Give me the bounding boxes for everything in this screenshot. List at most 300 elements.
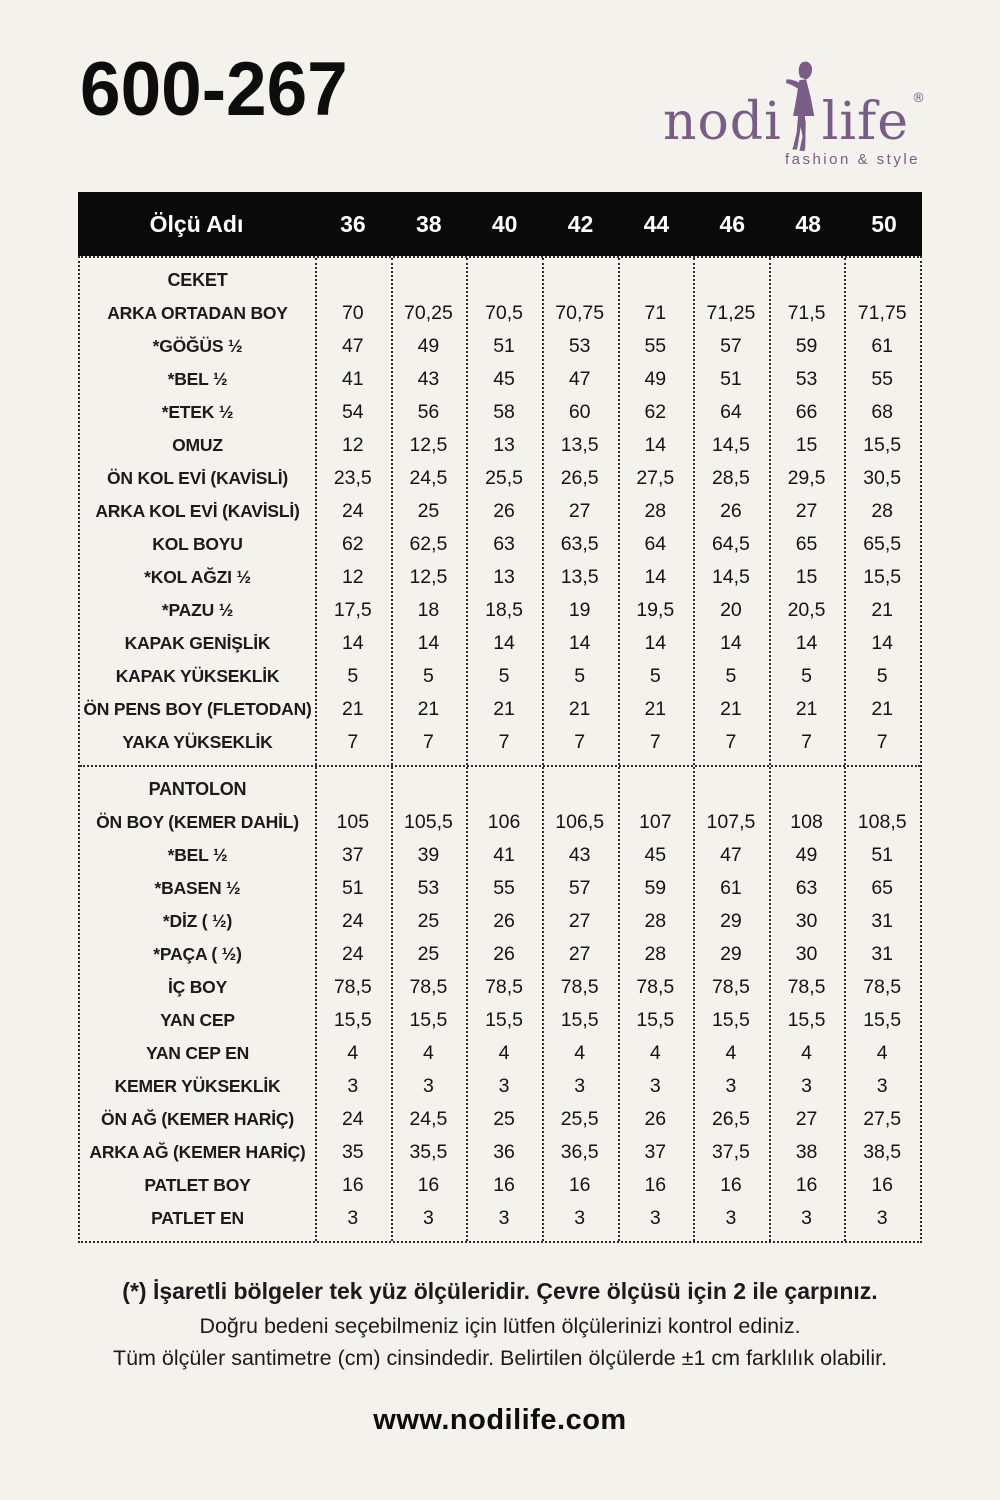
measurement-cell: 65	[795, 533, 818, 555]
footer-note-check-measurements: Doğru bedeni seçebilmeniz için lütfen ölçülerinizi kontrol ediniz.	[199, 1314, 801, 1338]
measurement-cell: 14	[417, 632, 440, 654]
measurement-cell: 3	[498, 1207, 510, 1229]
measurement-cell: 19,5	[636, 599, 675, 621]
measurement-cell: 15,5	[787, 1009, 826, 1031]
measurement-cell: 105	[336, 811, 370, 833]
measurement-cell: 16	[568, 1174, 591, 1196]
measurement-cell: 4	[423, 1042, 434, 1064]
measurement-cell: 15,5	[863, 566, 902, 588]
measurement-cell: 61	[871, 335, 894, 357]
measurement-cell: 78,5	[333, 976, 372, 998]
measurement-cell: 12	[341, 566, 364, 588]
measurement-cell: 30	[795, 910, 818, 932]
table-row	[80, 528, 920, 561]
measurement-cell: 3	[725, 1207, 737, 1229]
table-row	[80, 872, 920, 905]
measurement-cell: 24	[341, 910, 364, 932]
measurement-cell: 14	[493, 632, 515, 654]
measurement-cell: 28,5	[711, 467, 750, 489]
measurement-cell: 47	[341, 335, 364, 357]
measurement-cell: 21	[795, 698, 818, 720]
measurement-cell: 7	[498, 731, 510, 753]
row-label: *GÖĞÜS ½	[152, 336, 243, 356]
measurement-cell: 27	[795, 500, 818, 522]
measurement-cell: 21	[341, 698, 364, 720]
table-row	[80, 429, 920, 462]
measurement-cell: 57	[720, 335, 742, 357]
measurement-cell: 5	[498, 665, 510, 687]
table-row	[80, 938, 920, 971]
measurement-cell: 29	[720, 943, 742, 965]
table-header-size: 44	[643, 210, 670, 237]
measurement-cell: 3	[801, 1207, 812, 1229]
measurement-cell: 14	[644, 566, 667, 588]
measurement-cell: 5	[347, 665, 359, 687]
brand-logo	[663, 58, 925, 169]
measurement-cell: 21	[720, 698, 742, 720]
brand-logo-wordmark	[663, 58, 925, 152]
measurement-cell: 63	[493, 533, 515, 555]
measurement-cell: 51	[341, 877, 364, 899]
measurement-cell: 13	[493, 434, 515, 456]
table-row	[80, 1070, 920, 1103]
measurement-cell: 62	[341, 533, 364, 555]
measurement-cell: 24,5	[409, 1108, 448, 1130]
measurement-cell: 3	[876, 1075, 888, 1097]
measurement-cell: 4	[801, 1042, 812, 1064]
measurement-cell: 21	[871, 698, 894, 720]
table-row	[80, 1004, 920, 1037]
row-label: *PAÇA ( ½)	[153, 944, 242, 964]
measurement-cell: 4	[498, 1042, 510, 1064]
measurement-cell: 3	[347, 1075, 359, 1097]
measurement-cell: 5	[876, 665, 888, 687]
measurement-cell: 47	[720, 844, 742, 866]
measurement-cell: 3	[498, 1075, 510, 1097]
measurement-cell: 7	[801, 731, 812, 753]
measurement-cell: 70	[341, 302, 364, 324]
measurement-cell: 78,5	[711, 976, 750, 998]
measurement-cell: 15,5	[863, 1009, 902, 1031]
measurement-cell: 59	[644, 877, 667, 899]
measurement-cell: 45	[644, 844, 667, 866]
measurement-cell: 13	[493, 566, 515, 588]
measurement-cell: 12,5	[409, 434, 448, 456]
measurement-cell: 43	[417, 368, 440, 390]
measurement-cell: 38	[795, 1141, 818, 1163]
product-code: 600-267	[80, 47, 348, 132]
measurement-cell: 78,5	[409, 976, 448, 998]
measurement-cell: 29,5	[787, 467, 826, 489]
measurement-cell: 107,5	[706, 811, 756, 833]
table-row	[80, 971, 920, 1004]
logo-word-right: life	[821, 91, 909, 152]
row-label: İÇ BOY	[167, 977, 228, 997]
measurement-cell: 28	[871, 500, 894, 522]
measurement-cell: 7	[876, 731, 888, 753]
measurement-cell: 64	[720, 401, 742, 423]
measurement-cell: 15,5	[485, 1009, 524, 1031]
measurement-cell: 106,5	[555, 811, 605, 833]
measurement-cell: 47	[568, 368, 591, 390]
measurement-cell: 78,5	[560, 976, 599, 998]
measurement-cell: 108	[790, 811, 823, 833]
website-url: www.nodilife.com	[373, 1404, 627, 1436]
measurement-cell: 15,5	[711, 1009, 750, 1031]
measurement-cell: 12	[341, 434, 364, 456]
measurement-cell: 43	[568, 844, 591, 866]
table-header-size: 50	[871, 210, 897, 237]
measurement-cell: 3	[347, 1207, 359, 1229]
table-row	[80, 905, 920, 938]
measurement-cell: 14,5	[711, 434, 750, 456]
table-section	[80, 258, 920, 765]
table-row	[80, 1169, 920, 1202]
row-label: ÖN BOY (KEMER DAHİL)	[96, 812, 299, 832]
measurement-cell: 15,5	[333, 1009, 372, 1031]
measurement-cell: 3	[801, 1075, 812, 1097]
measurement-cell: 27	[568, 500, 591, 522]
measurement-cell: 37,5	[711, 1141, 750, 1163]
measurement-cell: 3	[423, 1075, 434, 1097]
row-label: OMUZ	[172, 435, 223, 455]
measurement-cell: 26	[720, 500, 742, 522]
measurement-cell: 49	[644, 368, 667, 390]
measurement-cell: 53	[795, 368, 818, 390]
table-header	[78, 192, 922, 256]
measurement-cell: 36	[493, 1141, 515, 1163]
measurement-cell: 3	[649, 1075, 661, 1097]
row-label: *BEL ½	[167, 369, 228, 389]
measurement-cell: 38,5	[863, 1141, 902, 1163]
measurement-cell: 63	[795, 877, 818, 899]
measurement-cell: 24	[341, 1108, 364, 1130]
measurement-cell: 70,25	[404, 302, 453, 324]
row-label: YAKA YÜKSEKLİK	[122, 732, 273, 752]
table-row	[80, 1202, 920, 1235]
measurement-cell: 63,5	[560, 533, 599, 555]
measurement-cell: 28	[644, 943, 667, 965]
measurement-cell: 64	[644, 533, 667, 555]
table-row	[80, 1136, 920, 1169]
measurement-cell: 51	[871, 844, 894, 866]
measurement-cell: 70,5	[485, 302, 524, 324]
table-row	[80, 330, 920, 363]
page-header	[80, 47, 925, 169]
measurement-cell: 26	[493, 500, 515, 522]
section-title: CEKET	[167, 270, 228, 290]
measurement-cell: 14	[795, 632, 818, 654]
measurement-cell: 27	[568, 910, 591, 932]
measurement-cell: 16	[341, 1174, 364, 1196]
table-body	[78, 256, 922, 1243]
measurement-cell: 14	[644, 632, 667, 654]
measurement-cell: 54	[341, 401, 364, 423]
measurement-cell: 26	[644, 1108, 667, 1130]
measurement-cell: 51	[720, 368, 742, 390]
measurement-cell: 16	[493, 1174, 515, 1196]
measurement-cell: 14	[568, 632, 591, 654]
measurement-cell: 4	[876, 1042, 888, 1064]
measurement-cell: 3	[574, 1207, 586, 1229]
measurement-cell: 31	[871, 943, 894, 965]
measurement-cell: 19	[568, 599, 591, 621]
measurement-cell: 3	[574, 1075, 586, 1097]
measurement-cell: 71,5	[787, 302, 826, 324]
section-title-row	[80, 264, 920, 297]
footer-note-cm-tolerance: Tüm ölçüler santimetre (cm) cinsindedir. Belirtilen ölçülerde ±1 cm farklılık olabilir.	[112, 1346, 888, 1370]
measurement-cell: 16	[871, 1174, 894, 1196]
measurement-cell: 21	[644, 698, 667, 720]
measurement-cell: 7	[423, 731, 434, 753]
table-row	[80, 594, 920, 627]
measurement-cell: 37	[644, 1141, 667, 1163]
measurement-cell: 18,5	[485, 599, 524, 621]
footer-note-asterisk: (*) İşaretli bölgeler tek yüz ölçüleridir. Çevre ölçüsü için 2 ile çarpınız.	[122, 1278, 878, 1304]
table-row	[80, 1103, 920, 1136]
measurement-cell: 27,5	[863, 1108, 902, 1130]
row-label: ÖN PENS BOY (FLETODAN)	[83, 699, 312, 719]
section-title-row	[80, 773, 920, 806]
measurement-cell: 14,5	[711, 566, 750, 588]
row-label: *BEL ½	[167, 845, 228, 865]
size-table	[78, 192, 922, 1243]
measurement-cell: 3	[876, 1207, 888, 1229]
row-label: PATLET EN	[151, 1208, 244, 1228]
measurement-cell: 106	[487, 811, 521, 833]
measurement-cell: 12,5	[409, 566, 448, 588]
row-label: ARKA KOL EVİ (KAVİSLİ)	[95, 501, 300, 521]
measurement-cell: 108,5	[857, 811, 907, 833]
measurement-cell: 39	[417, 844, 440, 866]
measurement-cell: 57	[568, 877, 591, 899]
measurement-cell: 49	[795, 844, 818, 866]
measurement-cell: 41	[493, 844, 515, 866]
measurement-cell: 16	[795, 1174, 818, 1196]
measurement-cell: 20	[720, 599, 742, 621]
table-row	[80, 693, 920, 726]
measurement-cell: 14	[644, 434, 667, 456]
table-header-sizes	[315, 192, 922, 256]
row-label: *PAZU ½	[161, 600, 234, 620]
measurement-cell: 65	[871, 877, 894, 899]
measurement-cell: 5	[725, 665, 737, 687]
row-label: *ETEK ½	[161, 402, 234, 422]
row-label: KEMER YÜKSEKLİK	[114, 1076, 281, 1096]
section-title: PANTOLON	[148, 779, 247, 799]
row-label: YAN CEP	[160, 1010, 235, 1030]
measurement-cell: 3	[725, 1075, 737, 1097]
measurement-cell: 31	[871, 910, 894, 932]
measurement-cell: 70,75	[555, 302, 605, 324]
table-row	[80, 660, 920, 693]
measurement-cell: 5	[801, 665, 812, 687]
measurement-cell: 58	[493, 401, 515, 423]
table-row	[80, 806, 920, 839]
measurement-cell: 107	[639, 811, 672, 833]
measurement-cell: 35	[341, 1141, 364, 1163]
table-row	[80, 627, 920, 660]
measurement-cell: 29	[720, 910, 742, 932]
table-row	[80, 1037, 920, 1070]
measurement-cell: 37	[341, 844, 364, 866]
measurement-cell: 7	[649, 731, 661, 753]
table-header-label: Ölçü Adı	[149, 210, 244, 237]
measurement-cell: 16	[644, 1174, 667, 1196]
measurement-cell: 78,5	[636, 976, 675, 998]
table-header-size: 36	[340, 210, 366, 237]
measurement-cell: 28	[644, 500, 667, 522]
measurement-cell: 14	[871, 632, 894, 654]
measurement-cell: 25,5	[485, 467, 524, 489]
measurement-cell: 16	[720, 1174, 742, 1196]
table-row	[80, 462, 920, 495]
measurement-cell: 25,5	[560, 1108, 599, 1130]
table-row	[80, 363, 920, 396]
table-row	[80, 839, 920, 872]
measurement-cell: 105,5	[404, 811, 453, 833]
row-label: PATLET BOY	[144, 1175, 251, 1195]
row-label: KOL BOYU	[152, 534, 243, 554]
row-label: ÖN KOL EVİ (KAVİSLİ)	[106, 468, 289, 488]
measurement-cell: 51	[493, 335, 515, 357]
measurement-cell: 4	[574, 1042, 586, 1064]
measurement-cell: 71,25	[706, 302, 756, 324]
measurement-cell: 36,5	[560, 1141, 599, 1163]
measurement-cell: 15,5	[409, 1009, 448, 1031]
measurement-cell: 30,5	[863, 467, 902, 489]
measurement-cell: 14	[341, 632, 364, 654]
row-label: ÖN AĞ (KEMER HARİÇ)	[101, 1109, 294, 1129]
row-label: KAPAK GENİŞLİK	[124, 633, 271, 653]
measurement-cell: 65,5	[863, 533, 902, 555]
measurement-cell: 59	[795, 335, 818, 357]
measurement-cell: 53	[568, 335, 591, 357]
measurement-cell: 15,5	[863, 434, 902, 456]
measurement-cell: 62,5	[409, 533, 448, 555]
measurement-cell: 26,5	[711, 1108, 750, 1130]
measurement-cell: 3	[423, 1207, 434, 1229]
measurement-cell: 25	[493, 1108, 515, 1130]
measurement-cell: 78,5	[485, 976, 524, 998]
measurement-cell: 71	[644, 302, 667, 324]
measurement-cell: 25	[417, 910, 440, 932]
row-label: ARKA ORTADAN BOY	[107, 303, 288, 323]
measurement-cell: 3	[649, 1207, 661, 1229]
measurement-cell: 30	[795, 943, 818, 965]
measurement-cell: 55	[644, 335, 667, 357]
measurement-cell: 60	[568, 401, 591, 423]
row-label: *DİZ ( ½)	[162, 911, 233, 931]
registered-trademark-icon: ®	[912, 91, 925, 107]
measurement-cell: 15	[795, 566, 818, 588]
row-label: *BASEN ½	[154, 878, 241, 898]
measurement-cell: 55	[871, 368, 894, 390]
measurement-cell: 17,5	[333, 599, 372, 621]
measurement-cell: 27	[568, 943, 591, 965]
measurement-cell: 71,75	[857, 302, 907, 324]
table-row	[80, 495, 920, 528]
measurement-cell: 24	[341, 943, 364, 965]
measurement-cell: 24	[341, 500, 364, 522]
measurement-cell: 15,5	[560, 1009, 599, 1031]
measurement-cell: 5	[423, 665, 434, 687]
measurement-cell: 4	[725, 1042, 737, 1064]
table-row	[80, 726, 920, 759]
measurement-cell: 4	[649, 1042, 661, 1064]
measurement-cell: 78,5	[863, 976, 902, 998]
measurement-cell: 21	[871, 599, 894, 621]
table-row	[80, 396, 920, 429]
measurement-cell: 61	[720, 877, 742, 899]
measurement-cell: 27,5	[636, 467, 675, 489]
row-label: *KOL AĞZI ½	[144, 567, 251, 587]
measurement-cell: 16	[417, 1174, 440, 1196]
measurement-cell: 18	[417, 599, 440, 621]
table-header-size: 40	[491, 210, 518, 237]
footer-notes	[0, 1278, 1000, 1378]
measurement-cell: 26,5	[560, 467, 599, 489]
measurement-cell: 49	[417, 335, 440, 357]
measurement-cell: 53	[417, 877, 440, 899]
measurement-cell: 5	[649, 665, 661, 687]
row-label: KAPAK YÜKSEKLİK	[115, 666, 280, 686]
logo-tagline: fashion & style	[784, 151, 920, 169]
table-header-size: 46	[719, 210, 746, 237]
measurement-cell: 15	[795, 434, 818, 456]
measurement-cell: 7	[574, 731, 586, 753]
measurement-cell: 68	[871, 401, 894, 423]
table-header-size: 42	[567, 210, 594, 237]
table-row	[80, 297, 920, 330]
measurement-cell: 25	[417, 943, 440, 965]
table-header-size: 48	[795, 210, 821, 237]
table-header-size: 38	[416, 210, 442, 237]
measurement-cell: 27	[795, 1108, 818, 1130]
row-label: YAN CEP EN	[145, 1043, 250, 1063]
measurement-cell: 24,5	[409, 467, 448, 489]
measurement-cell: 64,5	[711, 533, 750, 555]
measurement-cell: 21	[568, 698, 591, 720]
measurement-cell: 62	[644, 401, 667, 423]
logo-word-left: nodi	[663, 91, 782, 152]
measurement-cell: 45	[493, 368, 515, 390]
measurement-cell: 13,5	[560, 434, 599, 456]
measurement-cell: 66	[795, 401, 818, 423]
measurement-cell: 56	[417, 401, 440, 423]
measurement-cell: 7	[725, 731, 737, 753]
measurement-cell: 20,5	[787, 599, 826, 621]
table-row	[80, 561, 920, 594]
measurement-cell: 25	[417, 500, 440, 522]
measurement-cell: 41	[341, 368, 364, 390]
measurement-cell: 7	[347, 731, 359, 753]
measurement-cell: 78,5	[787, 976, 826, 998]
measurement-cell: 13,5	[560, 566, 599, 588]
row-label: ARKA AĞ (KEMER HARİÇ)	[89, 1142, 306, 1162]
measurement-cell: 26	[493, 943, 515, 965]
measurement-cell: 21	[417, 698, 440, 720]
woman-silhouette-icon	[785, 58, 821, 158]
measurement-cell: 5	[574, 665, 586, 687]
table-section	[80, 765, 920, 1241]
measurement-cell: 4	[347, 1042, 359, 1064]
measurement-cell: 15,5	[636, 1009, 675, 1031]
measurement-cell: 26	[493, 910, 515, 932]
measurement-cell: 14	[720, 632, 742, 654]
measurement-cell: 21	[493, 698, 515, 720]
measurement-cell: 55	[493, 877, 515, 899]
